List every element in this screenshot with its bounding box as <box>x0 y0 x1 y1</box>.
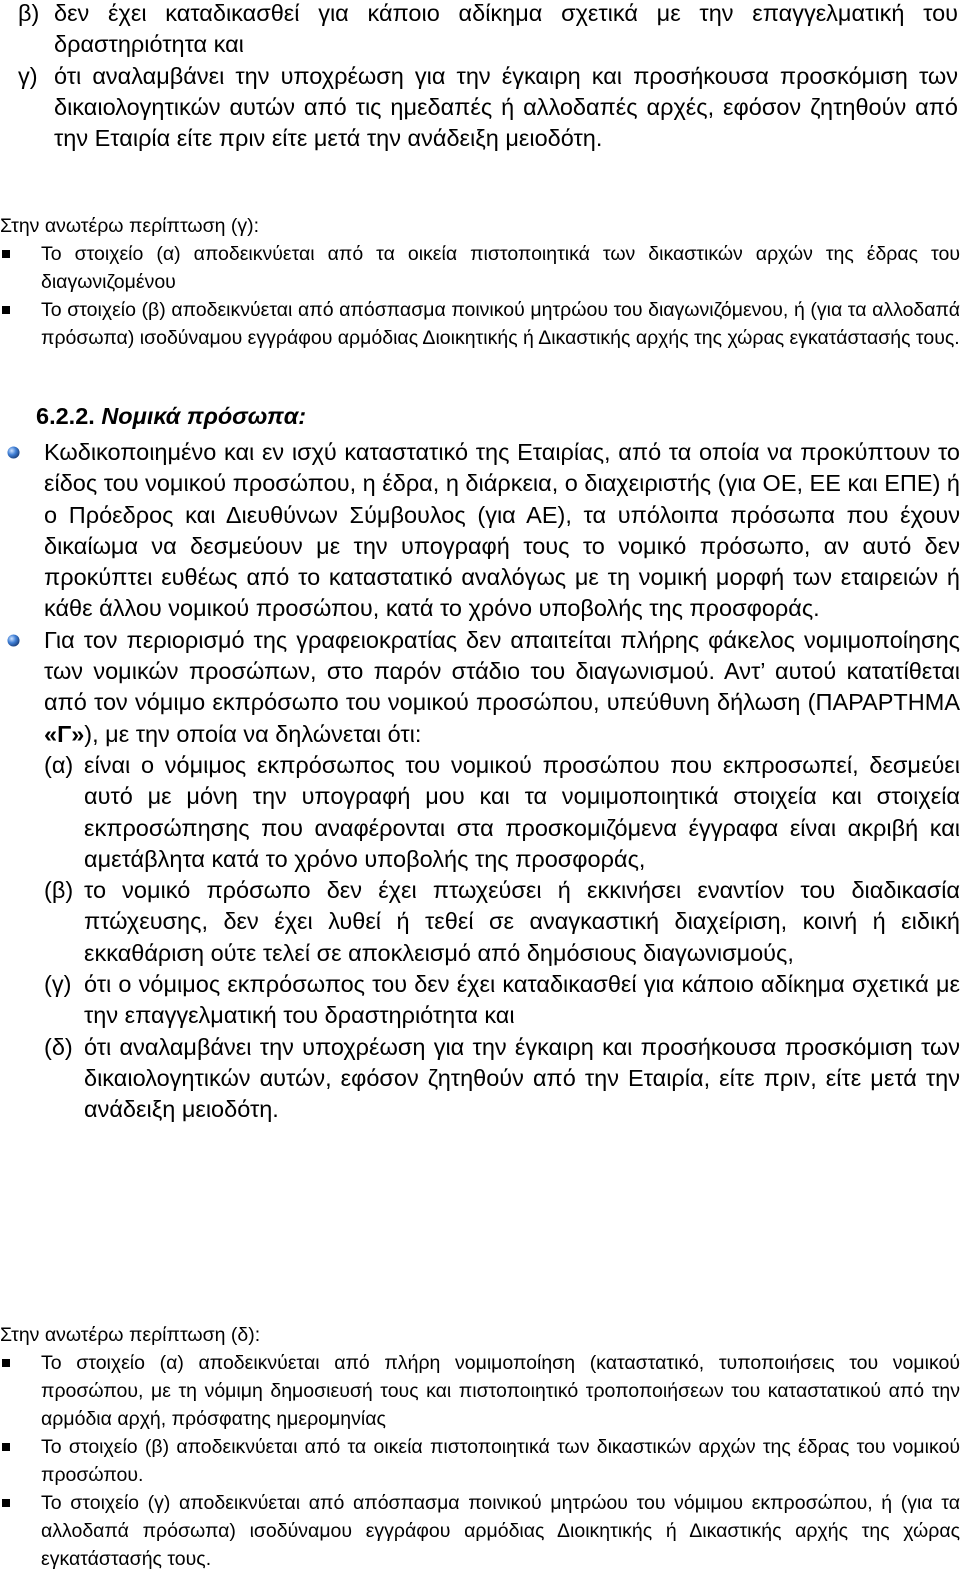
subitem-text: ότι αναλαμβάνει την υποχρέωση για την έγκαιρη και προσήκουσα προσκόμιση των δικαιολογητικών αυτών, εφόσον ζητηθούν από την Εταιρία, είτε πριν, είτε μετά την ανάδειξη μειοδότη. <box>84 1033 960 1123</box>
annex-reference: «Γ» <box>44 720 85 747</box>
case-delta-item <box>0 1349 960 1433</box>
blue-sphere-bullet-icon <box>7 446 20 459</box>
case-delta-item <box>0 1489 960 1573</box>
legal-bullet-text: ), με την οποία να δηλώνεται ότι: <box>84 720 422 747</box>
list-marker: β) <box>18 0 40 26</box>
case-delta-item <box>0 1433 960 1489</box>
legal-bullet-declaration <box>0 625 960 750</box>
legal-bullet-text: Για τον περιορισμό της γραφειοκρατίας δεν απαιτείται πλήρης φάκελος νομιμοποίησης των νομικών προσώπων, στο παρόν στάδιο του διαγωνισμού. Αντ’ αυτού κατατίθεται από τον νόμιμο εκπρόσωπο του νομικού προσώπου, υπεύθυνη δήλωση (ΠΑΡΑΡΤΗΜΑ <box>44 626 960 716</box>
declaration-subitem-c <box>0 969 960 1032</box>
case-gamma-intro: Στην ανωτέρω περίπτωση (γ): <box>0 215 260 237</box>
list-item-beta <box>18 0 958 61</box>
case-delta-item-text: Το στοιχείο (β) αποδεικνύεται από τα οικεία πιστοποιητικά των δικαστικών αρχών της έδρας του νομικού προσώπου. <box>41 1436 960 1486</box>
case-delta-item-text: Το στοιχείο (γ) αποδεικνύεται από απόσπασμα ποινικού μητρώου του νόμιμου εκπροσώπου, ή (για τα αλλοδαπά πρόσωπα) ισοδύναμου εγγράφου αρμόδιας Διοικητικής ή Δικαστικής αρχής της χώρας εγκατάστασής τους. <box>41 1492 960 1570</box>
subitem-text: το νομικό πρόσωπο δεν έχει πτωχεύσει ή εκκινήσει εναντίον του διαδικασία πτώχευσης, δεν έχει λυθεί ή τεθεί σε αναγκαστική διαχείριση, κοινή ή ειδική εκκαθάριση ούτε τελεί σε αποκλεισμό από δημόσιους διαγωνισμούς, <box>84 877 960 966</box>
case-gamma-item <box>0 296 960 352</box>
section-number: 6.2.2. <box>36 403 95 429</box>
declaration-subitem-b <box>0 875 960 969</box>
case-gamma-item-text: Το στοιχείο (β) αποδεικνύεται από απόσπασμα ποινικού μητρώου του διαγωνιζόμενου, ή (για τα αλλοδαπά πρόσωπα) ισοδύναμου εγγράφου αρμόδιας Διοικητικής ή Δικαστικής αρχής της χώρας εγκατάστασής τους. <box>41 299 960 349</box>
list-item-text: δεν έχει καταδικασθεί για κάποιο αδίκημα σχετικά με την επαγγελματική του δραστηριότητα και <box>54 0 958 58</box>
section-heading <box>36 401 306 431</box>
continuation-list <box>18 0 958 154</box>
black-square-bullet-icon <box>2 306 10 314</box>
declaration-subitem-a <box>0 750 960 875</box>
black-square-bullet-icon <box>2 1499 10 1507</box>
list-item-text: ότι αναλαμβάνει την υποχρέωση για την έγκαιρη και προσήκουσα προσκόμιση των δικαιολογητικών αυτών από τις ημεδαπές ή αλλοδαπές αρχές, εφόσον ζητηθούν από την Εταιρία είτε πριν είτε μετά την ανάδειξη μειοδότη. <box>54 62 958 152</box>
subitem-text: ότι ο νόμιμος εκπρόσωπος του δεν έχει καταδικασθεί για κάποιο αδίκημα σχετικά με την επαγγελματική του δραστηριότητα και <box>84 971 960 1029</box>
case-delta-block <box>0 1321 960 1573</box>
case-delta-item-text: Το στοιχείο (α) αποδεικνύεται από πλήρη νομιμοποίηση (καταστατικό, τυποποιήσεις του νομικού προσώπου, με τη νόμιμη δημοσιευσή τους και πιστοποιητικό τροποποιήσεων του καταστατικού από την αρμόδια αρχή, πρόσφατης ημερομηνίας <box>41 1352 960 1430</box>
case-gamma-item <box>0 240 960 296</box>
declaration-subitem-d <box>0 1032 960 1126</box>
list-marker: γ) <box>18 62 38 89</box>
black-square-bullet-icon <box>2 1443 10 1451</box>
black-square-bullet-icon <box>2 1359 10 1367</box>
section-title: Νομικά πρόσωπα: <box>101 403 307 429</box>
case-gamma-item-text: Το στοιχείο (α) αποδεικνύεται από τα οικεία πιστοποιητικά των δικαστικών αρχών της έδρας του διαγωνιζομένου <box>41 243 960 293</box>
legal-bullet-statute <box>0 437 960 625</box>
blue-sphere-bullet-icon <box>7 634 20 647</box>
subitem-marker: (δ) <box>44 1033 73 1060</box>
legal-bullet-text: Κωδικοποιημένο και εν ισχύ καταστατικό της Εταιρίας, από τα οποία να προκύπτουν το είδος του νομικού προσώπου, η έδρα, η διάρκεια, ο διαχειριστής (για ΟΕ, ΕΕ και ΕΠΕ) ή ο Πρόεδρος και Διευθύνων Σύμβουλος (για ΑΕ), τα υπόλοιπα πρόσωπα που έχουν δικαίωμα να δεσμεύουν με την υπογραφή τους το νομικό πρόσωπο, αν αυτό δεν προκύπτει ευθέως από το καταστατικό αναλόγως με τη νομική μορφή των εταιρειών ή κάθε άλλου νομικού προσώπου, κατά το χρόνο υποβολής της προσφοράς. <box>44 439 960 622</box>
list-item-gamma <box>18 61 958 155</box>
subitem-marker: (β) <box>44 877 74 904</box>
case-delta-intro: Στην ανωτέρω περίπτωση (δ): <box>0 1324 261 1346</box>
black-square-bullet-icon <box>2 250 10 258</box>
case-gamma-block <box>0 212 960 352</box>
subitem-marker: (α) <box>44 751 74 778</box>
legal-persons-list <box>0 437 960 1126</box>
subitem-marker: (γ) <box>44 971 72 998</box>
subitem-text: είναι ο νόμιμος εκπρόσωπος του νομικού προσώπου που εκπροσωπεί, δεσμεύει αυτό με μόνη την υπογραφή μου και τα νομιμοποιητικά στοιχεία και στοιχεία εκπροσώπησης που αναφέρονται στα προσκομιζόμενα έγγραφα είναι ακριβή και αμετάβλητα κατά το χρόνο υποβολής της προσφοράς, <box>84 751 960 872</box>
